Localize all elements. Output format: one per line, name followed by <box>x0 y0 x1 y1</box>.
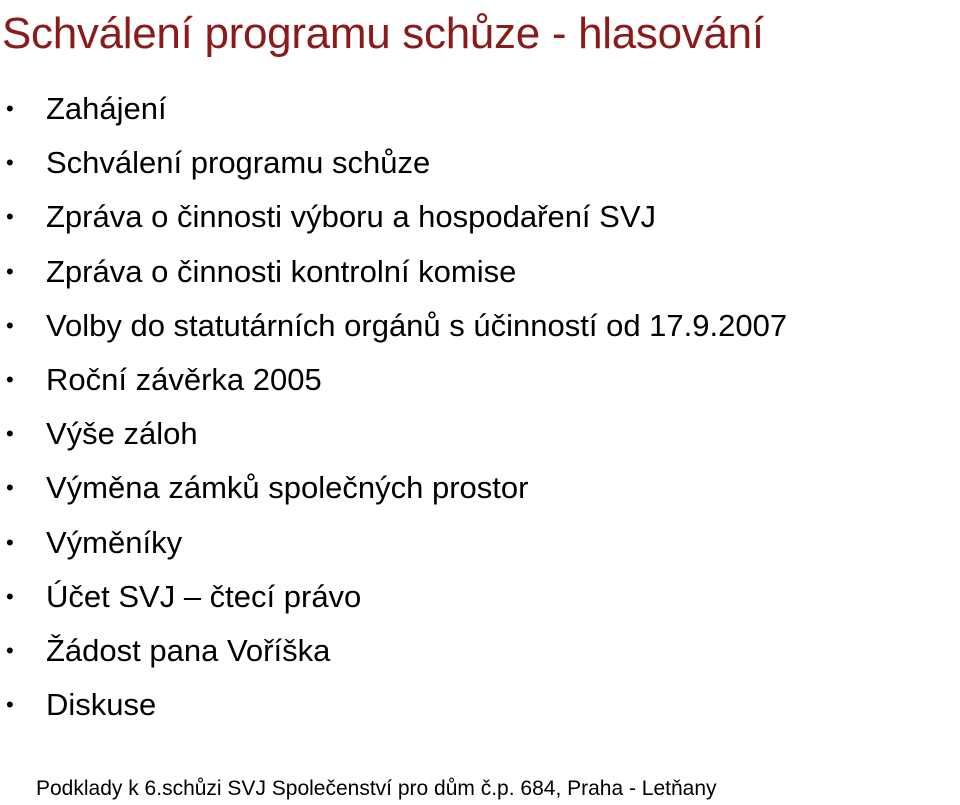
slide-title: Schválení programu schůze - hlasování <box>2 9 764 58</box>
agenda-item-label: Výměníky <box>46 524 183 560</box>
bullet-icon: • <box>6 150 14 176</box>
agenda-item <box>0 678 787 732</box>
agenda-item-label: Zpráva o činnosti kontrolní komise <box>46 253 517 289</box>
agenda-item <box>0 624 787 678</box>
agenda-item-label: Účet SVJ – čtecí právo <box>46 578 362 614</box>
agenda-list <box>0 82 787 732</box>
bullet-icon: • <box>6 204 14 230</box>
agenda-item-label: Žádost pana Voříška <box>46 632 331 668</box>
agenda-item <box>0 407 787 461</box>
agenda-item-label: Výměna zámků společných prostor <box>46 470 529 506</box>
agenda-item <box>0 136 787 190</box>
agenda-item <box>0 516 787 570</box>
agenda-item-label: Výše záloh <box>46 416 198 452</box>
agenda-item <box>0 299 787 353</box>
agenda-item-label: Schválení programu schůze <box>46 145 431 181</box>
agenda-item <box>0 190 787 244</box>
bullet-icon: • <box>6 421 14 447</box>
agenda-item-label: Zpráva o činnosti výboru a hospodaření SVJ <box>46 199 657 235</box>
bullet-icon: • <box>6 312 14 338</box>
bullet-icon: • <box>6 96 14 121</box>
bullet-icon: • <box>6 692 14 718</box>
bullet-icon: • <box>6 366 14 392</box>
agenda-item <box>0 245 787 299</box>
agenda-item-label: Zahájení <box>46 91 167 126</box>
agenda-item <box>0 570 787 624</box>
bullet-icon: • <box>6 258 14 284</box>
agenda-item <box>0 82 787 136</box>
agenda-item-label: Diskuse <box>46 687 157 723</box>
bullet-icon: • <box>6 637 14 663</box>
bullet-icon: • <box>6 475 14 501</box>
slide-footer: Podklady k 6.schůzi SVJ Společenství pro dům č.p. 684, Praha - Letňany <box>36 777 717 800</box>
agenda-item-label: Roční závěrka 2005 <box>46 361 322 397</box>
bullet-icon: • <box>6 583 14 609</box>
bullet-icon: • <box>6 529 14 555</box>
agenda-item <box>0 461 787 515</box>
agenda-item <box>0 353 787 407</box>
agenda-item-label: Volby do statutárních orgánů s účinností od 17.9.2007 <box>46 307 788 343</box>
